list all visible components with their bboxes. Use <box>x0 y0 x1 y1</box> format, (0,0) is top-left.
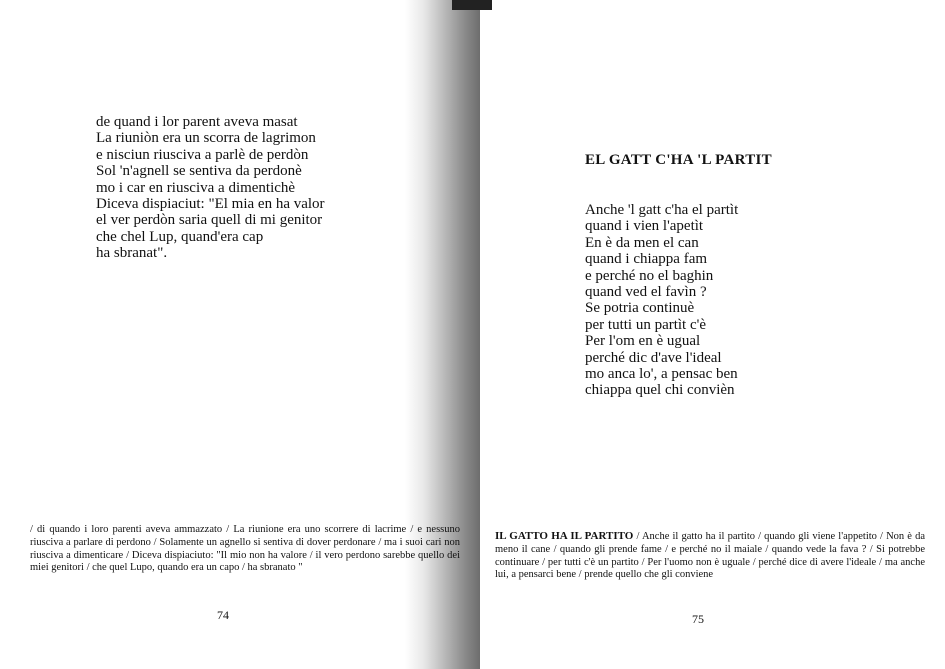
binding-edge <box>452 0 492 10</box>
verse-line: mo anca lo', a pensac ben <box>585 366 738 383</box>
translation-text: / Anche il gatto ha il partito / quando gli viene l'appetito / Non è da meno il cane / quando gli prende fame / e perché no il maiale / quando vede la fava ? / Si potrebbe continuare / per tutti c'è un partito / Per l'uomo non è uguale / perché dice di avere l'ideale / ma anche lui, a pensarci bene / prende quello che gli conviene <box>495 531 925 581</box>
verse-line: e perché no el baghin <box>585 267 714 284</box>
verse-line: mo i car en riusciva a dimentichè <box>96 179 296 196</box>
verse-line: che chel Lup, quand'era cap <box>96 228 264 245</box>
translation-title: IL GATTO HA IL PARTITO <box>495 530 634 542</box>
verse-line: quand ved el favìn ? <box>585 284 707 301</box>
right-translation <box>495 530 925 582</box>
verse-line: Per l'om en è ugual <box>585 333 701 350</box>
left-poem-verse <box>96 114 325 262</box>
verse-line: Anche 'l gatt c'ha el partìt <box>585 202 739 218</box>
verse-line: Sol 'n'agnell se sentiva da perdonè <box>96 163 302 180</box>
verse-line: En è da men el can <box>585 234 699 251</box>
verse-line: quand i vien l'apetìt <box>585 218 704 235</box>
right-poem-verse <box>585 202 738 399</box>
left-translation: / di quando i loro parenti aveva ammazzato / La riunione era uno scorrere di lacrime / e nessuno riusciva a parlare di perdono / Solamente un agnello si sentiva di dover perdonare / ma i suoi cari non riusciva a dimenticare / Diceva dispiaciuto: "Il mio non ha valore / il vero perdono sarebbe quello dei miei genitori / che quel Lupo, quando era un capo / ha sbranato " <box>30 524 460 574</box>
poem-title: EL GATT C'HA 'L PARTIT <box>585 152 772 168</box>
verse-line: de quand i lor parent aveva masat <box>96 114 298 130</box>
verse-line: perché dic d'ave l'ideal <box>585 349 722 366</box>
verse-line: Diceva dispiaciut: "El mia en ha valor <box>96 196 325 213</box>
verse-line: chiappa quel chi convièn <box>585 382 735 399</box>
verse-line: Se potria continuè <box>585 300 695 317</box>
verse-line: per tutti un partìt c'è <box>585 316 706 333</box>
verse-line: La riuniòn era un scorra de lagrimon <box>96 130 316 147</box>
verse-line: el ver perdòn saria quell di mi genitor <box>96 212 323 229</box>
verse-line: e nisciun riusciva a parlè de perdòn <box>96 146 309 163</box>
page-number-left: 74 <box>217 608 229 622</box>
verse-line: ha sbranat". <box>96 245 168 262</box>
page-number-right: 75 <box>692 612 704 626</box>
verse-line: quand i chiappa fam <box>585 251 708 268</box>
